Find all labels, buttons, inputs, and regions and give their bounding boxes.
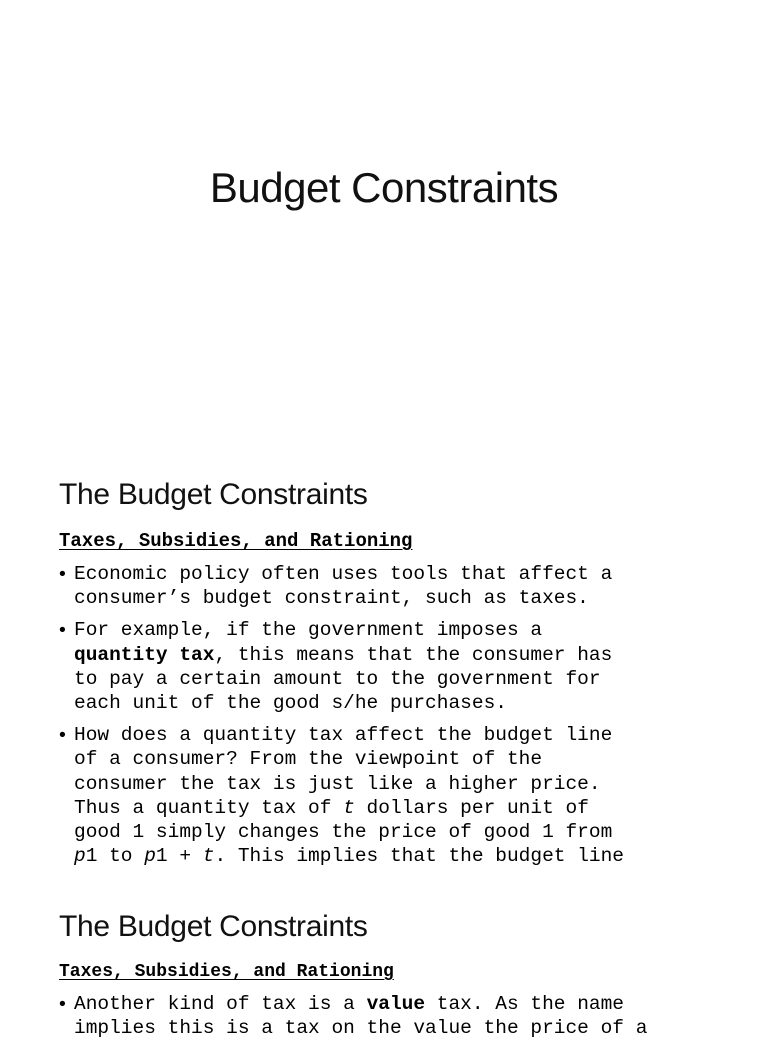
slide-heading: The Budget Constraints bbox=[59, 910, 368, 943]
bullet-text: . This implies that the budget line bbox=[214, 845, 625, 868]
bullet-item bbox=[59, 618, 728, 715]
italic-var: t bbox=[202, 845, 215, 868]
italic-var: t bbox=[343, 796, 355, 819]
bullet-item bbox=[59, 723, 728, 868]
bullet-list bbox=[59, 992, 728, 1048]
bullet-item bbox=[59, 992, 728, 1040]
italic-var: p bbox=[144, 845, 156, 868]
bullet-text: , this means that the consumer has to pay a certain amount to the government for each unit of the good s/he purchases. bbox=[74, 643, 613, 715]
bullet-text: dollars per unit of good 1 simply changes the price of good 1 from bbox=[74, 796, 613, 844]
slide-subheading: Taxes, Subsidies, and Rationing bbox=[59, 530, 413, 552]
content-slide-2 bbox=[0, 868, 768, 1040]
slide-subheading: Taxes, Subsidies, and Rationing bbox=[59, 962, 394, 982]
title-slide bbox=[0, 0, 768, 432]
bullet-text: For example, if the government imposes a bbox=[74, 619, 543, 642]
bullet-text: How does a quantity tax affect the budget line of a consumer? From the viewpoint of the consumer the tax is just like a higher price. Thus a quantity tax of bbox=[74, 724, 613, 819]
bold-term: quantity tax bbox=[74, 643, 215, 666]
presentation-title: Budget Constraints bbox=[209, 164, 559, 211]
bullet-list bbox=[59, 562, 728, 876]
content-slide-1 bbox=[0, 434, 768, 866]
bullet-text: tax. As the name implies this is a tax on the value the price of a bbox=[74, 993, 648, 1040]
bullet-text: 1 to bbox=[85, 845, 145, 868]
italic-var: p bbox=[74, 845, 86, 868]
bullet-text: Another kind of tax is a bbox=[74, 993, 367, 1015]
bold-term: value bbox=[366, 993, 426, 1015]
bullet-item bbox=[59, 562, 728, 610]
slide-heading: The Budget Constraints bbox=[59, 478, 368, 511]
bullet-text: 1 + bbox=[155, 845, 203, 868]
bullet-text: Economic policy often uses tools that affect a consumer’s budget constraint, such as taxes. bbox=[74, 563, 613, 610]
